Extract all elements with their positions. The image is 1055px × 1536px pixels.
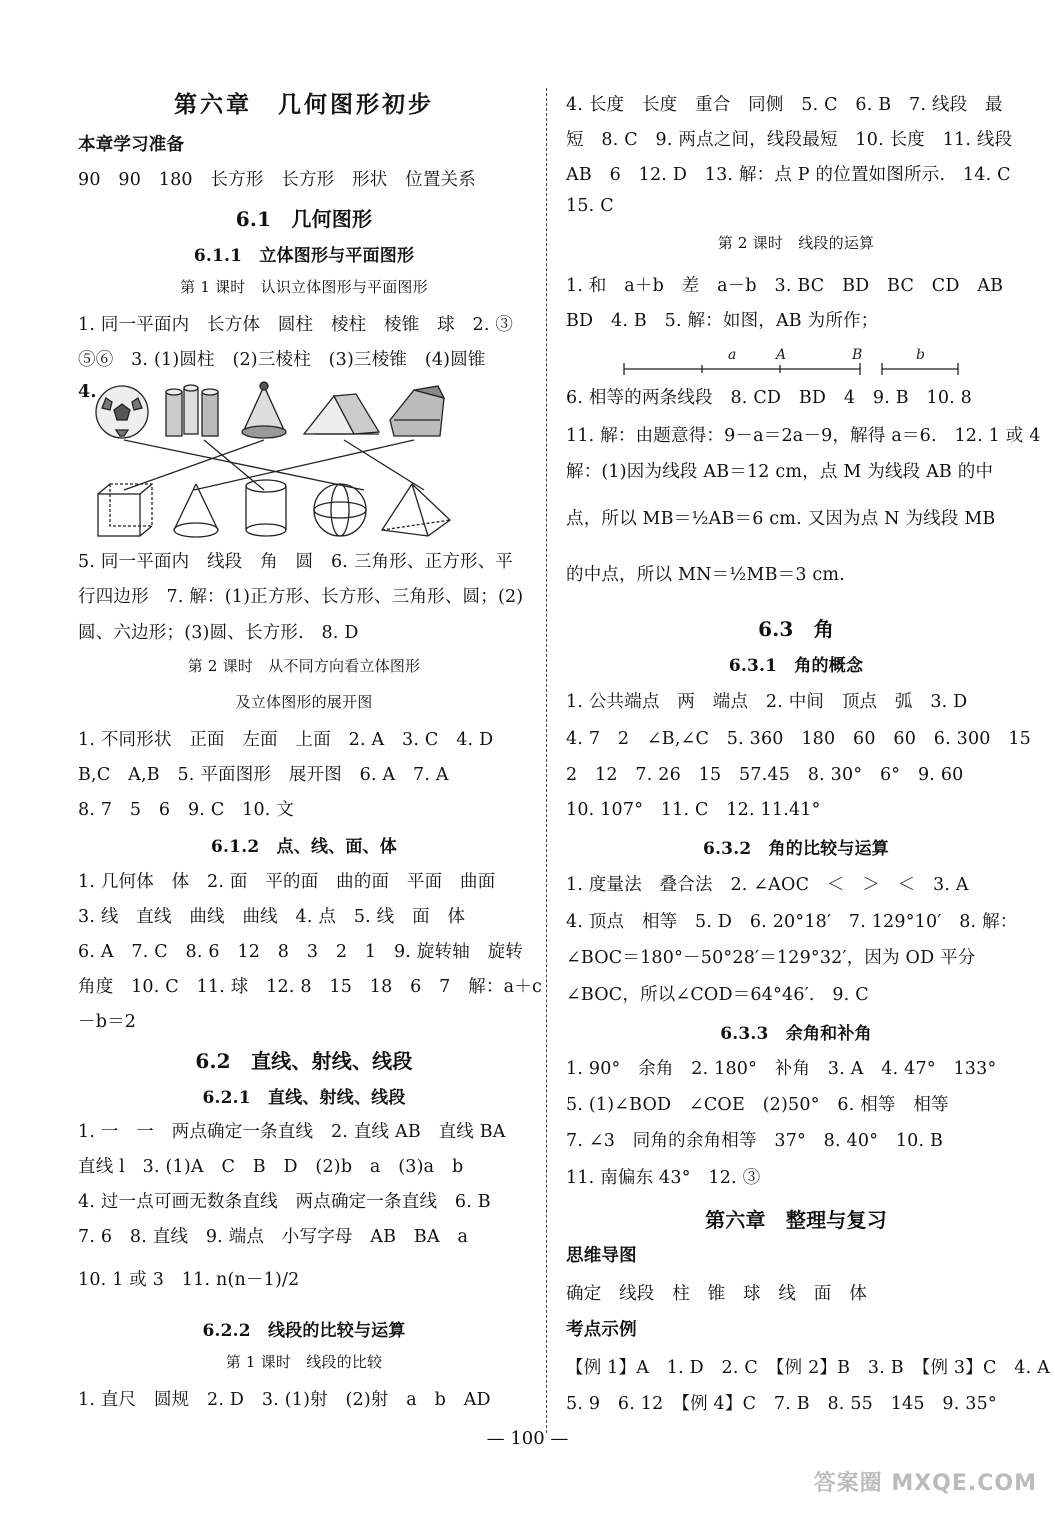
answer-line: 90 90 180 长方形 长方形 形状 位置关系 [78, 170, 476, 190]
heading-line: 6.3.3 余角和补角 [720, 1024, 872, 1044]
answer-line: 3. 线 直线 曲线 曲线 4. 点 5. 线 面 体 [78, 907, 466, 927]
segment-label-B: B [852, 347, 863, 363]
answer-line: 1. 公共端点 两 端点 2. 中间 顶点 弧 3. D [566, 692, 968, 712]
answer-line: ⑤⑥ 3. (1)圆柱 (2)三棱柱 (3)三棱锥 (4)圆锥 [78, 350, 486, 370]
answer-line: 11. 解：由题意得：9－a＝2a－9，解得 a＝6. 12. 1 或 4 [566, 426, 1041, 446]
answer-line: ∠BOC＝180°－50°28′＝129°32′，因为 OD 平分 [566, 948, 976, 968]
heading-line: 第六章 几何图形初步 [174, 91, 434, 118]
heading-line: 4. [78, 382, 97, 402]
cube-icon [98, 484, 152, 536]
heading-line: 思维导图 [566, 1246, 637, 1266]
column-divider [546, 88, 547, 1433]
answer-line: 1. 和 a＋b 差 a－b 3. BC BD BC CD AB [566, 276, 1004, 296]
answer-line: ∠BOC，所以∠COD＝64°46′. 9. C [566, 985, 869, 1005]
heading-line: 6.2 直线、射线、线段 [195, 1049, 413, 1073]
heading-line: 第 2 课时 从不同方向看立体图形 [187, 657, 421, 675]
party-hat-icon [242, 382, 286, 438]
heading-line: 第 2 课时 线段的运算 [717, 234, 875, 252]
answer-line: 5. 同一平面内 线段 角 圆 6. 三角形、正方形、平 [78, 552, 514, 572]
answer-line: －b＝2 [78, 1012, 137, 1032]
heading-line: 第六章 整理与复习 [705, 1208, 887, 1232]
answer-line: 7. ∠3 同角的余角相等 37° 8. 40° 10. B [566, 1131, 944, 1151]
answer-line: 6. 相等的两条线段 8. CD BD 4 9. B 10. 8 [566, 388, 973, 408]
answer-line: 7. 6 8. 直线 9. 端点 小写字母 AB BA a [78, 1227, 469, 1247]
answer-line: 15. C [566, 196, 614, 216]
answer-line: 行四边形 7. 解：(1)正方形、长方形、三角形、圆；(2) [78, 587, 524, 607]
sphere-icon [314, 484, 366, 536]
box-icon [390, 386, 444, 436]
segment-label-b: b [916, 347, 925, 363]
heading-line: 6.3 角 [758, 617, 834, 641]
answer-line: 确定 线段 柱 锥 球 线 面 体 [566, 1284, 867, 1304]
answer-line: 解：(1)因为线段 AB＝12 cm，点 M 为线段 AB 的中 [566, 462, 994, 482]
heading-line: 6.1.2 点、线、面、体 [211, 837, 397, 857]
answer-line: BD 4. B 5. 解：如图，AB 为所作； [566, 311, 879, 331]
answer-line: 10. 107° 11. C 12. 11.41° [566, 800, 821, 820]
answer-line: B,C A,B 5. 平面图形 展开图 6. A 7. A [78, 765, 449, 785]
answer-line: 1. 几何体 体 2. 面 平的面 曲的面 平面 曲面 [78, 872, 496, 892]
answer-line: 6. A 7. C 8. 6 12 8 3 2 1 9. 旋转轴 旋转 [78, 942, 524, 962]
segment-figure [620, 345, 980, 379]
page-number: — 100 — [486, 1428, 569, 1449]
heading-line: 6.1 几何图形 [235, 207, 373, 231]
answer-line: 直线 l 3. (1)A C B D (2)b a (3)a b [78, 1157, 464, 1177]
watermark-logo: 答案圈 MXQE.COM [813, 1471, 1037, 1496]
heading-line: 考点示例 [566, 1320, 637, 1340]
heading-line: 本章学习准备 [78, 135, 185, 155]
answer-line: 的中点，所以 MN＝½MB＝3 cm. [566, 565, 845, 585]
solids-matching-figure [94, 380, 534, 540]
answer-line: AB 6 12. D 13. 解：点 P 的位置如图所示. 14. C [566, 165, 1011, 185]
heading-line: 6.1.1 立体图形与平面图形 [193, 246, 415, 266]
answer-line: 1. 同一平面内 长方体 圆柱 棱柱 棱锥 球 2. ③ [78, 315, 514, 335]
answer-line: 1. 直尺 圆规 2. D 3. (1)射 (2)射 a b AD [78, 1390, 491, 1410]
tents-icon [304, 394, 379, 434]
answer-line: 5. (1)∠BOD ∠COE (2)50° 6. 相等 相等 [566, 1095, 949, 1115]
answer-line: 5. 9 6. 12 【例 4】C 7. B 8. 55 145 9. 35° [566, 1394, 997, 1414]
segment-label-a: a [728, 347, 737, 363]
cone-icon [174, 484, 218, 537]
answer-line: 8. 7 5 6 9. C 10. 文 [78, 800, 295, 820]
answer-line: 1. 不同形状 正面 左面 上面 2. A 3. C 4. D [78, 730, 494, 750]
heading-line: 6.2.1 直线、射线、线段 [202, 1088, 406, 1108]
answer-line: 10. 1 或 3 11. n(n－1)/2 [78, 1270, 300, 1290]
heading-line: 6.3.2 角的比较与运算 [703, 839, 889, 859]
answer-line: 4. 过一点可画无数条直线 两点确定一条直线 6. B [78, 1192, 491, 1212]
answer-line: 角度 10. C 11. 球 12. 8 15 18 6 7 解：a＋c [78, 977, 542, 997]
answer-line: 1. 90° 余角 2. 180° 补角 3. A 4. 47° 133° [566, 1059, 997, 1079]
answer-line: 4. 顶点 相等 5. D 6. 20°18′ 7. 129°10′ 8. 解： [566, 912, 1018, 932]
answer-line: 11. 南偏东 43° 12. ③ [566, 1168, 761, 1188]
answer-line: 圆、六边形；(3)圆、长方形. 8. D [78, 623, 359, 643]
soccer-ball-icon [96, 386, 148, 438]
cans-icon [166, 385, 218, 436]
heading-line: 6.3.1 角的概念 [728, 656, 864, 676]
answer-line: 2 12 7. 26 15 57.45 8. 30° 6° 9. 60 [566, 765, 964, 785]
answer-line: 4. 7 2 ∠B,∠C 5. 360 180 60 60 6. 300 15 [566, 729, 1031, 749]
answer-line: 4. 长度 长度 重合 同侧 5. C 6. B 7. 线段 最 [566, 95, 1003, 115]
answer-line: 1. 度量法 叠合法 2. ∠AOC ＜ ＞ ＜ 3. A [566, 875, 969, 895]
answer-line: 1. 一 一 两点确定一条直线 2. 直线 AB 直线 BA [78, 1122, 506, 1142]
segment-label-A: A [776, 347, 787, 363]
pyramid-icon [382, 484, 450, 536]
answer-line: 点，所以 MB＝½AB＝6 cm. 又因为点 N 为线段 MB [566, 509, 996, 529]
answer-line: 短 8. C 9. 两点之间，线段最短 10. 长度 11. 线段 [566, 130, 1013, 150]
cylinder-icon [246, 480, 286, 536]
heading-line: 6.2.2 线段的比较与运算 [202, 1321, 406, 1341]
heading-line: 第 1 课时 认识立体图形与平面图形 [180, 278, 428, 296]
heading-line: 及立体图形的展开图 [235, 693, 373, 711]
answer-line: 【例 1】A 1. D 2. C 【例 2】B 3. B 【例 3】C 4. A [566, 1358, 1050, 1378]
heading-line: 第 1 课时 线段的比较 [225, 1353, 383, 1371]
